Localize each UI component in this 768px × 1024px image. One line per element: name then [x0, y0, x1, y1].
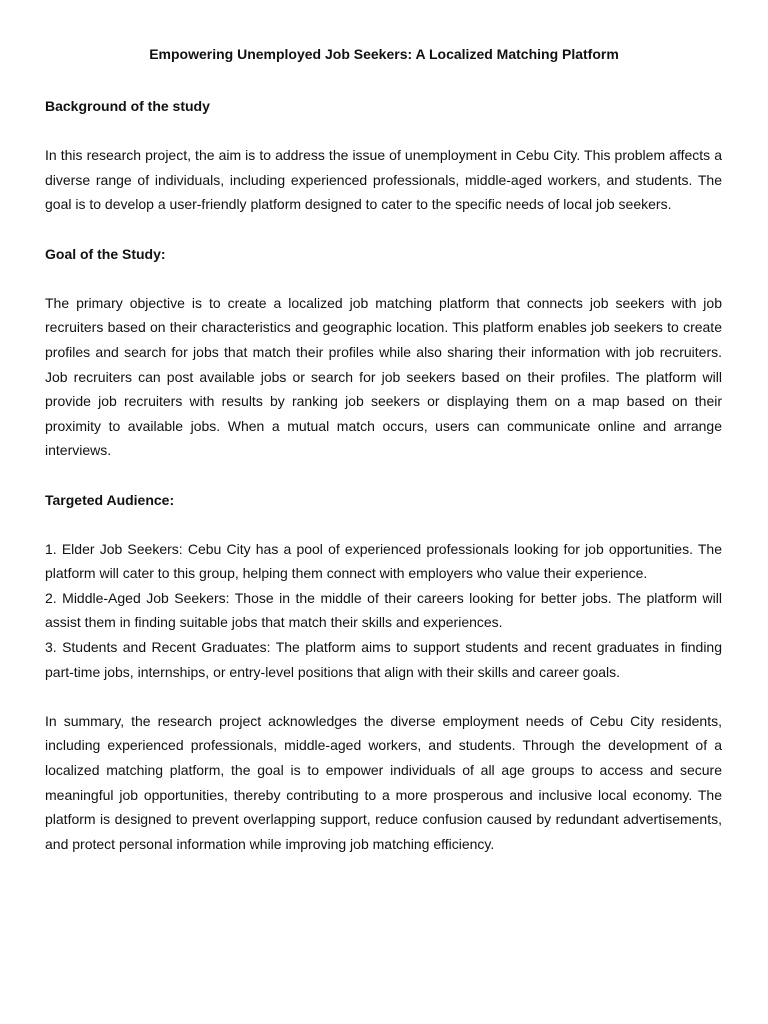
- audience-item-elder: 1. Elder Job Seekers: Cebu City has a pool of experienced professionals looking for job opportunities. The platform will cater to this group, helping them connect with employers who value their experience.: [45, 540, 722, 582]
- spacer: [45, 684, 722, 709]
- spacer: [45, 266, 722, 291]
- document-title: Empowering Unemployed Job Seekers: A Localized Matching Platform: [149, 46, 619, 62]
- audience-heading: Targeted Audience:: [45, 491, 175, 508]
- spacer: [45, 512, 722, 537]
- background-paragraph: In this research project, the aim is to address the issue of unemployment in Cebu City. This problem affects a diverse range of individuals, including experienced professionals, middle-aged workers, and students. The goal is to develop a user-friendly platform designed to cater to the specific needs of local job seekers.: [45, 147, 722, 213]
- audience-item-middle-aged: 2. Middle-Aged Job Seekers: Those in the middle of their careers looking for better jobs. The platform will assist them in finding suitable jobs that match their skills and experiences.: [45, 589, 722, 631]
- goal-paragraph: The primary objective is to create a localized job matching platform that connects job seekers with job recruiters based on their characteristics and geographic location. This platform enables job seekers to create profiles and search for jobs that match their profiles while also sharing their information with job recruiters. Job recruiters can post available jobs or search for job seekers based on their profiles. The platform will provide job recruiters with results by ranking job seekers or displaying them on a map based on their proximity to available jobs. When a mutual match occurs, users can communicate online and arrange interviews.: [45, 294, 722, 459]
- spacer: [45, 217, 722, 242]
- document-body: [45, 94, 722, 856]
- spacer: [45, 119, 722, 144]
- spacer: [45, 463, 722, 488]
- background-heading: Background of the study: [45, 98, 210, 114]
- goal-heading: Goal of the Study:: [45, 245, 166, 262]
- summary-paragraph: In summary, the research project acknowledges the diverse employment needs of Cebu City residents, including experienced professionals, middle-aged workers, and students. Through the development of a localized matching platform, the goal is to empower individuals of all age groups to access and secure meaningful job opportunities, thereby contributing to a more prosperous and inclusive local economy. The platform is designed to prevent overlapping support, reduce confusion caused by redundant advertisements, and protect personal information while improving job matching efficiency.: [45, 712, 722, 852]
- audience-item-students: 3. Students and Recent Graduates: The platform aims to support students and recent graduates in finding part-time jobs, internships, or entry-level positions that align with their skills and career goals.: [45, 639, 722, 680]
